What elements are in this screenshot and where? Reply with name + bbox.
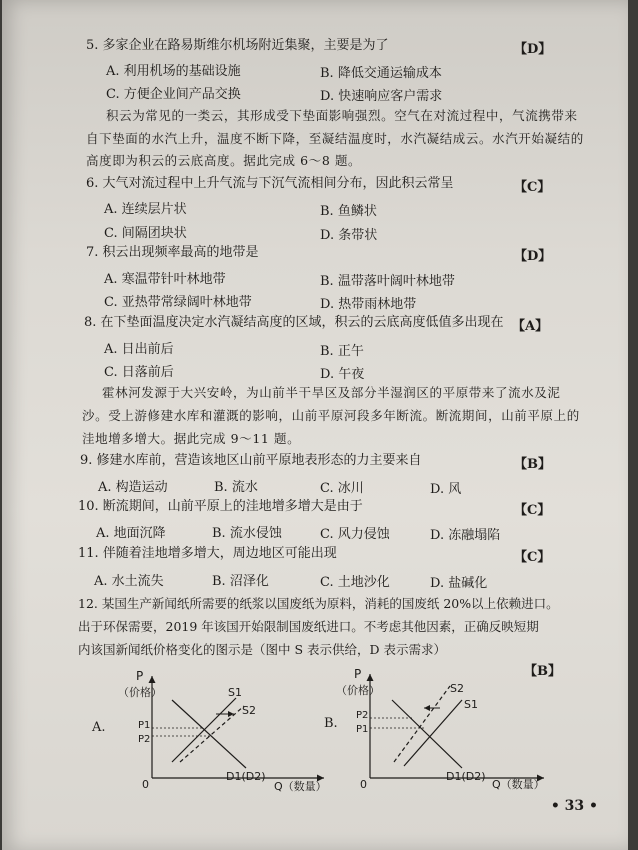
question-7-stem: 7. 积云出现频率最高的地带是 [86,245,259,260]
q5-option-d: D. 快速响应客户需求 [320,89,443,104]
q8-option-b: B. 正午 [320,344,364,359]
q9-option-b: B. 流水 [214,480,258,495]
q5-option-b: B. 降低交通运输成本 [320,66,442,81]
question-12-line-3: 内该国新闻纸价格变化的图示是（图中 S 表示供给，D 表示需求） [78,642,447,657]
q6-option-c: C. 间隔团块状 [104,226,187,241]
graph-a-demand: D1(D2) [226,770,266,783]
question-8-answer: 【A】 [512,319,549,334]
graph-b-p-axis: P [354,667,362,681]
question-10-answer: 【C】 [514,503,551,518]
graph-b-p1: P1 [356,724,369,735]
question-9-stem: 9. 修建水库前，营造该地区山前平原地表形态的力主要来自 [80,453,422,468]
graph-b-s2: S2 [450,682,464,695]
graph-a-option-label: A. [92,720,106,735]
q10-option-d: D. 冻融塌陷 [430,528,501,543]
graph-a-p-axis: P [136,669,144,683]
question-9-answer: 【B】 [514,457,551,472]
graph-b-q-axis: Q（数量） [492,778,545,791]
passage-2-line-3: 洼地增多增大。据此完成 9～11 题。 [82,431,301,446]
graph-a-s2: S2 [242,704,256,717]
question-5-answer: 【D】 [514,42,552,57]
graph-b-option-label: B. [324,716,338,731]
q11-option-b: B. 沼泽化 [212,574,269,589]
question-11-stem: 11. 伴随着洼地增多增大，周边地区可能出现 [78,546,337,561]
supply-demand-graph-b [332,666,562,791]
page-number: • 33 • [550,798,598,814]
q9-option-d: D. 风 [430,482,462,497]
q7-option-d: D. 热带雨林地带 [320,297,417,312]
graph-a-q-axis: Q（数量） [274,780,327,793]
q5-option-a: A. 利用机场的基础设施 [106,64,241,79]
passage-1-line-2: 自下垫面的水汽上升，温度不断下降，至凝结温度时，水汽凝结成云。水汽开始凝结的 [86,131,584,146]
q11-option-d: D. 盐碱化 [430,576,488,591]
question-6-answer: 【C】 [514,180,551,195]
graph-b-p2: P2 [356,710,369,721]
graph-a-p-unit: （价格） [118,686,162,699]
graph-b-p-unit: （价格） [336,684,380,697]
exam-page [2,0,628,850]
graph-a-p2: P2 [138,734,151,745]
q6-option-b: B. 鱼鳞状 [320,204,377,219]
graph-b-demand: D1(D2) [446,770,486,783]
supply-demand-graph-a [114,668,344,793]
q8-option-a: A. 日出前后 [104,342,174,357]
graph-a-origin: 0 [142,778,149,791]
question-7-answer: 【D】 [514,249,552,264]
graph-a-p1: P1 [138,720,151,731]
q10-option-a: A. 地面沉降 [96,526,166,541]
q9-option-a: A. 构造运动 [98,480,168,495]
graph-a-s1: S1 [228,686,242,699]
q10-option-b: B. 流水侵蚀 [212,526,282,541]
question-11-answer: 【C】 [514,550,551,565]
question-10-stem: 10. 断流期间，山前平原上的洼地增多增大是由于 [78,499,363,514]
graph-b-s1: S1 [464,698,478,711]
q6-option-d: D. 条带状 [320,228,378,243]
passage-2-line-2: 沙。受上游修建水库和灌溉的影响，山前平原河段多年断流。断流期间，山前平原上的 [82,408,580,423]
q9-option-c: C. 冰川 [320,481,364,496]
graph-b-origin: 0 [360,778,367,791]
question-5-stem: 5. 多家企业在路易斯维尔机场附近集聚，主要是为了 [86,38,389,53]
q11-option-c: C. 土地沙化 [320,575,390,590]
q7-option-b: B. 温带落叶阔叶林地带 [320,274,455,289]
passage-1-line-1: 积云为常见的一类云，其形成受下垫面影响强烈。空气在对流过程中，气流携带来 [106,108,578,123]
q5-option-c: C. 方便企业间产品交换 [106,87,241,102]
q10-option-c: C. 风力侵蚀 [320,527,390,542]
question-12-answer: 【B】 [524,664,561,679]
passage-1-line-3: 高度即为积云的云底高度。据此完成 6～8 题。 [86,153,362,168]
q8-option-c: C. 日落前后 [104,365,174,380]
question-6-stem: 6. 大气对流过程中上升气流与下沉气流相间分布，因此积云常呈 [86,176,454,191]
q7-option-c: C. 亚热带常绿阔叶林地带 [104,295,252,310]
question-12-line-1: 12. 某国生产新闻纸所需要的纸浆以国废纸为原料，消耗的国废纸 20%以上依赖进口。 [78,596,559,611]
q7-option-a: A. 寒温带针叶林地带 [104,272,226,287]
q11-option-a: A. 水土流失 [94,574,164,589]
passage-2-line-1: 霍林河发源于大兴安岭，为山前半干旱区及部分半湿润区的平原带来了流水及泥 [102,385,561,400]
question-8-stem: 8. 在下垫面温度决定水汽凝结高度的区域，积云的云底高度低值多出现在 [84,315,504,330]
q8-option-d: D. 午夜 [320,367,365,382]
q6-option-a: A. 连续层片状 [104,202,187,217]
question-12-line-2: 出于环保需要，2019 年该国开始限制国废纸进口。不考虑其他因素，正确反映短期 [78,619,539,634]
